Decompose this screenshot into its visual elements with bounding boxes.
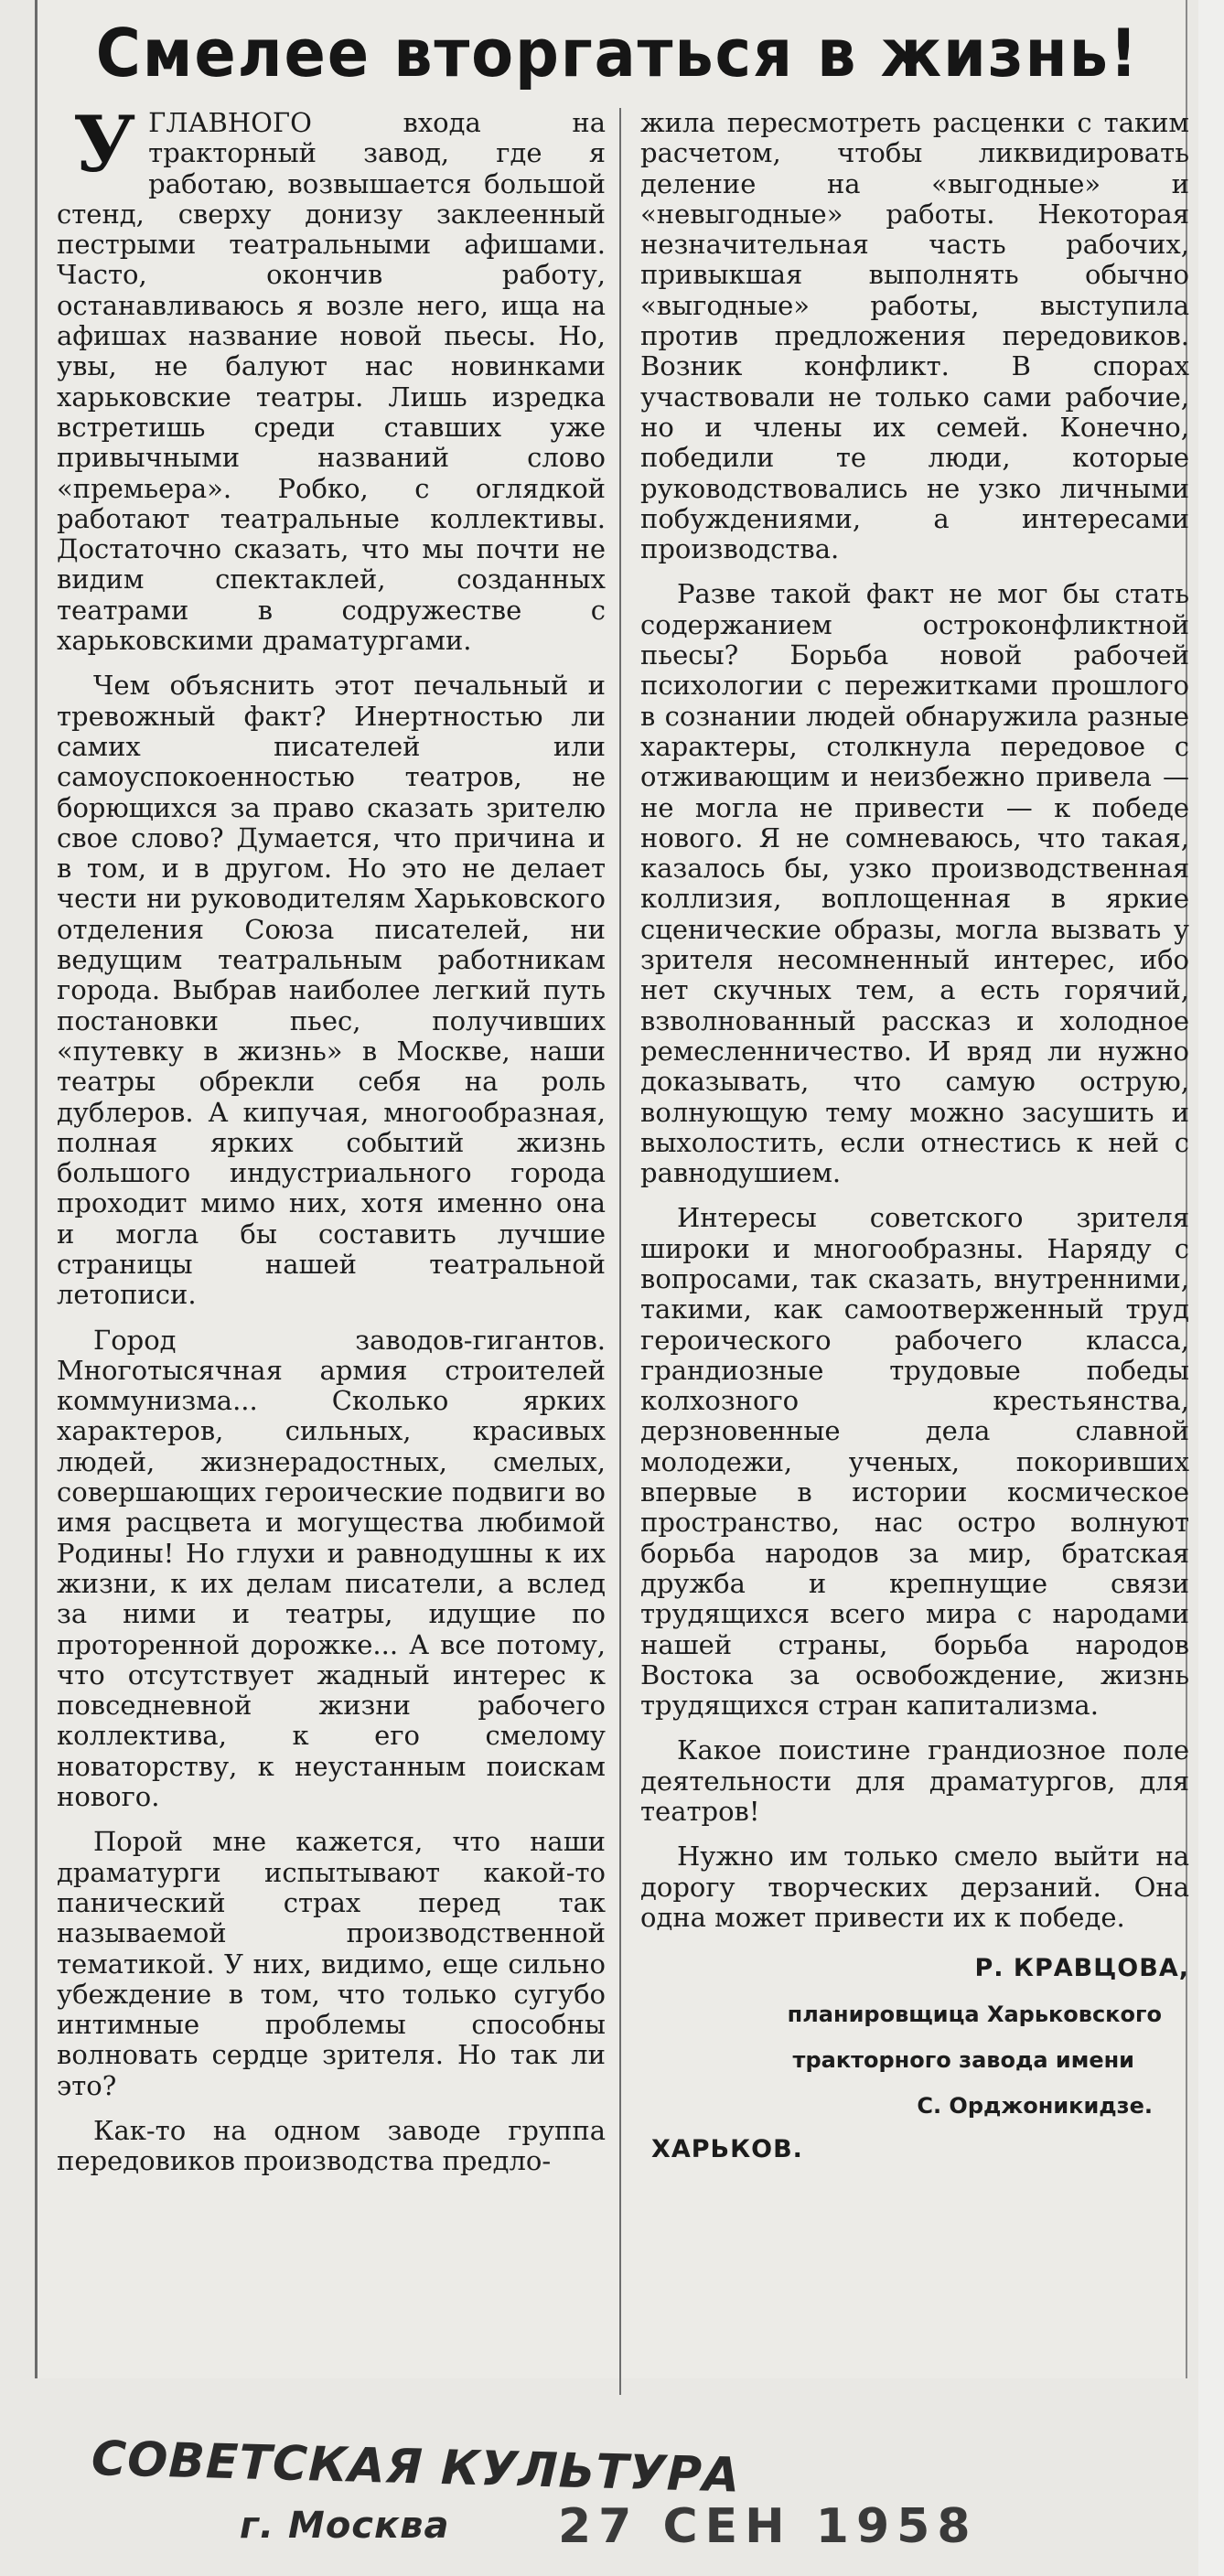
paragraph: Как-то на одном заводе группа передовиков производства предло- — [57, 2115, 606, 2177]
dropcap: У — [73, 99, 136, 189]
paragraph: Разве такой факт не мог бы стать содержанием остроконфликтной пьесы? Борьба новой рабочей психологии с пережитками прошлого в сознании людей обнаружила разные характеры, столкнула передовое с отживающим и неизбежно привела — не могла не привести — к победе нового. Я не сомневаюсь, что такая, казалось бы, узко производственная коллизия, воплощенная в яркие сценические образы, могла вызвать у зрителя несомненный интерес, ибо нет скучных тем, а есть горячий, взволнованный рассказ и холодное ремесленничество. И вряд ли нужно доказывать, что самую острую, волнующую тему можно засушить и выхолостить, если отнестись к ней с равнодушием. — [640, 578, 1189, 1189]
author-title-line: С. Орджоникидзе. — [917, 2093, 1153, 2120]
author-title-line: планировщица Харьковского — [787, 2002, 1162, 2028]
headline: Смелее вторгаться в жизнь! — [95, 15, 1140, 91]
paragraph: Интересы советского зрителя широки и многообразны. Наряду с вопросами, так сказать, внутренними, такими, как самоотверженный труд героического рабочего класса, грандиозные трудовые победы колхозного крестьянства, дерзновенные дела славной молодежи, ученых, покоривших впервые в истории космическое пространство, нас остро волнуют борьба народов за мир, братская дружба и крепнущие связи трудящихся всего мира с народами нашей страны, борьба народов Востока за освобождение, жизнь трудящихся стран капитализма. — [640, 1202, 1189, 1722]
paragraph: Какое поистине грандиозное поле деятельности для драматургов, для театров! — [640, 1734, 1189, 1828]
left-column — [57, 99, 606, 2177]
paragraph: Город заводов-гигантов. Многотысячная армия строителей коммунизма... Сколько ярких характеров, сильных, красивых людей, жизнерадостных, смелых, совершающих героические подвиги во имя расцвета и могущества любимой Родины! Но глухи и равнодушны к их жизни, к их делам писатели, а вслед за ними и театры, идущие по проторенной дорожке... А все потому, что отсутствует жадный интерес к повседневной жизни рабочего коллектива, к его смелому новаторству, к неустанным поискам нового. — [57, 1324, 606, 1813]
stamp-date: 27 СЕН 1958 — [558, 2499, 978, 2554]
paragraph: Порой мне кажется, что наши драматурги испытывают какой-то панический страх перед так называемой производственной тематикой. У них, видимо, еще сильно убеждение в том, что только сугубо интимные проблемы способны волновать сердце зрителя. Но так ли это? — [57, 1826, 606, 2101]
continued-paragraph: жила пересмотреть расценки с таким расчетом, чтобы ликвидировать деление на «выгодные» и «невыгодные» работы. Некоторая незначительная часть рабочих, привыкшая выполнять обычно «выгодные» работы, выступила против предложения передовиков. Возник конфликт. В спорах участвовали не только сами рабочие, но и члены их семей. Конечно, победили те люди, которые руководствовались не узко личными побуждениями, а интересами производства. — [640, 107, 1189, 565]
column-divider — [619, 108, 621, 2395]
lead-paragraph-text: ГЛАВНОГО входа на тракторный завод, где я работаю, возвышается большой стенд, сверху донизу заклеенный пестрыми театральными афишами. Часто, окончив работу, останавливаюсь я возле него, ища на афишах название новой пьесы. Но, увы, не балуют нас новинками харьковские театры. Лишь изредка встретишь среди ставших уже привычными названий слово «премьера». Робко, с оглядкой работают театральные коллективы. Достаточно сказать, что мы почти не видим спектаклей, созданных театрами в содружестве с харьковскими драматургами. — [57, 107, 606, 657]
paragraph: Чем объяснить этот печальный и тревожный факт? Инертностью ли самих писателей или самоуспокоенностью театров, не борющихся за право сказать зрителю свое слово? Думается, что причина и в том, и в другом. Но это не делает чести ни руководителям Харьковского отделения Союза писателей, ни ведущим театральным работникам города. Выбрав наиболее легкий путь постановки пьес, получивших «путевку в жизнь» в Москве, наши театры обрекли себя на роль дублеров. А кипучая, многообразная, полная ярких событий жизнь большого индустриального города проходит мимо них, хотя именно она и могла бы составить лучшие страницы нашей театральной летописи. — [57, 670, 606, 1311]
lead-paragraph — [57, 99, 606, 657]
author-title — [640, 1991, 1189, 2129]
author-title-line: тракторного завода имени — [792, 2047, 1134, 2074]
dateline-city: ХАРЬКОВ. — [651, 2135, 803, 2164]
stamp-city: г. Москва — [240, 2505, 450, 2547]
paragraph: Нужно им только смело выйти на дорогу творческих дерзаний. Она одна может привести их к победе. — [640, 1841, 1189, 1933]
stamp-newspaper-name: СОВЕТСКАЯ КУЛЬТУРА — [91, 2431, 741, 2504]
right-column — [640, 108, 1189, 2165]
author-signature: Р. КРАВЦОВА, — [974, 1954, 1189, 1983]
